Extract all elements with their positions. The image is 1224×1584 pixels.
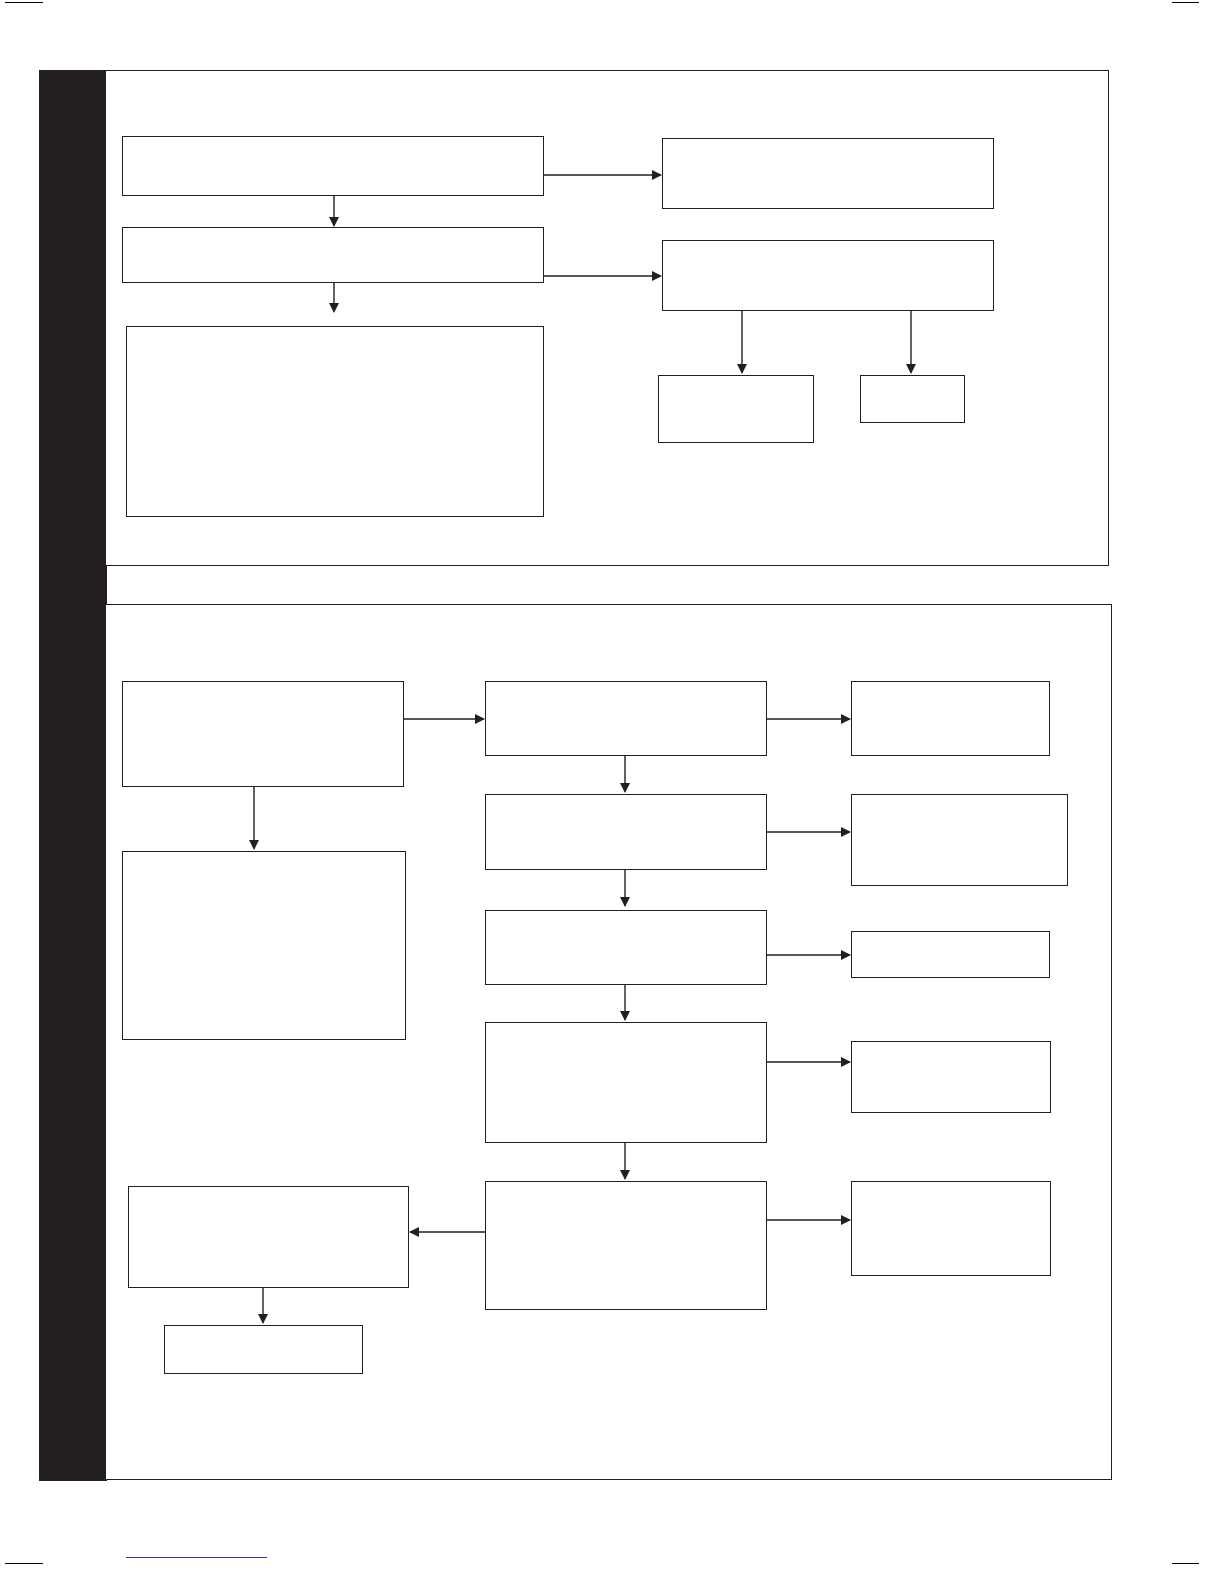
footer-link-underline[interactable]: [126, 1557, 267, 1558]
